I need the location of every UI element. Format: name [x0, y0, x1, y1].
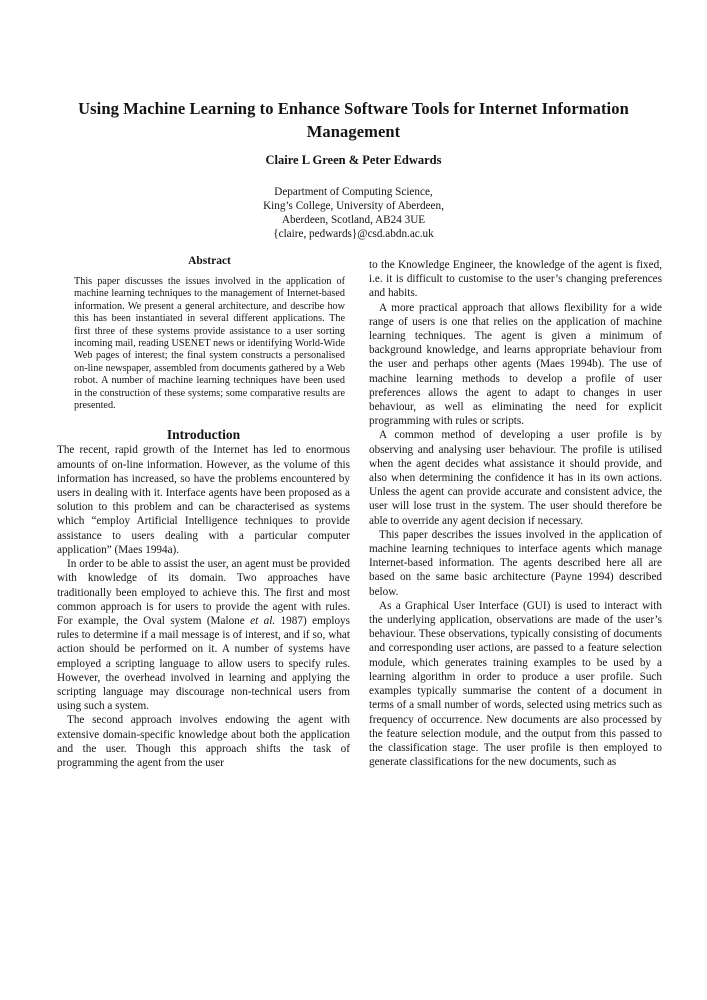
intro-paragraph-1: The recent, rapid growth of the Internet has led to enormous amounts of on-line information. However, as the volume of this information has increased, so have the problems encountered by users in dealing with it. Interface agents have been proposed as a solution to this problem and can be characterised as systems which “employ Artificial Intelligence techniques to provide assistance to users dealing with a particular computer application” (Maes 1994a).: [57, 444, 350, 556]
title-block: [0, 97, 707, 241]
intro-paragraph-3: The second approach involves endowing the agent with extensive domain-specific knowledge about both the application and the user. Though this approach shifts the task of programming the agent from the user: [57, 714, 350, 769]
affiliation-email: {claire, pedwards}@csd.abdn.ac.uk: [273, 228, 434, 240]
abstract-heading: Abstract: [188, 255, 231, 267]
affiliation-address: Aberdeen, Scotland, AB24 3UE: [281, 214, 426, 226]
right-paragraph-5: As a Graphical User Interface (GUI) is used to interact with the underlying application, observations are made of the user’s behaviour. These observations, typically consisting of documents and corresponding user actions, are passed to a feature selection module, which generates training examples to be used by a learning algorithm in order to produce a user profile. Such examples typically summarise the content of a document in terms of a small number of words, selected using metrics such as frequency of occurrence. New documents are also processed by the feature selection module, and the output from this passed to the classification stage. The user profile is then employed to generate classifications for the new documents, such as: [369, 599, 662, 769]
affiliation-block: [0, 185, 707, 241]
right-column: [369, 255, 662, 770]
intro-paragraph-2-post: 1987) employs rules to determine if a mail message is of interest, and if so, what action should be performed on it. A number of systems have employed a scripting language to allow users to specify rules. However, the overhead involved in learning and applying the scripting language may discourage non-technical users from using such a system.: [57, 614, 351, 713]
right-paragraph-2: A more practical approach that allows flexibility for a wide range of users is one that relies on the application of machine learning techniques. The agent is given a minimum of background knowledge, and learns appropriate behaviour from the user and perhaps other agents (Maes 1994b). The use of machine learning methods to develop a profile of user preferences allows the agent to adapt to changes in user behaviour, as well as eliminating the need for explicit programming with rules or scripts.: [369, 301, 662, 428]
paper-authors: Claire L Green & Peter Edwards: [265, 153, 442, 167]
affiliation-institution: King’s College, University of Aberdeen,: [263, 200, 444, 212]
left-column: [57, 255, 350, 770]
et-al-italic: et al.: [250, 614, 276, 627]
right-paragraph-3: A common method of developing a user profile is by observing and analysing user behaviour. The profile is utilised when the agent decides what assistance it should provide, and also when determining the confidence it has in its own actions. Unless the agent can provide accurate and consistent advice, the user will lose trust in the system. The user should therefore be able to override any agent decision if necessary.: [369, 429, 662, 527]
paper-title: Using Machine Learning to Enhance Software Tools for Internet Information Management: [78, 99, 629, 141]
intro-paragraph-2: [57, 557, 350, 713]
intro-paragraph-2-pre: In order to be able to assist the user, an agent must be provided with knowledge of its domain. Two approaches have traditionally been employed to achieve this. The first and most common approach is for users to provide the agent with rules. For example, the Oval system (Malone: [57, 558, 350, 627]
affiliation-department: Department of Computing Science,: [274, 186, 433, 198]
two-column-body: [57, 255, 662, 770]
right-paragraph-4: This paper describes the issues involved in the application of machine learning techniques to interface agents which manage Internet-based information. The agents described here all are based on the same basic architecture (Payne 1994) described below.: [369, 528, 662, 598]
right-paragraph-1: to the Knowledge Engineer, the knowledge of the agent is fixed, i.e. it is difficult to customise to the user’s changing preferences and habits.: [369, 259, 662, 300]
introduction-heading: Introduction: [166, 427, 241, 443]
abstract-text: This paper discusses the issues involved in the application of machine learning techniques to the management of Internet-based information. We present a general architecture, and describe how this has been instantiated in several different applications. The first three of these systems provide assistance to a user sorting incoming mail, reading USENET news or identifying World-Wide Web pages of interest; the final system constructs a personalised on-line newspaper, assembled from documents gathered by a Web robot. A number of machine learning techniques have been used in the construction of these systems; some comparative results are presented.: [74, 276, 345, 412]
